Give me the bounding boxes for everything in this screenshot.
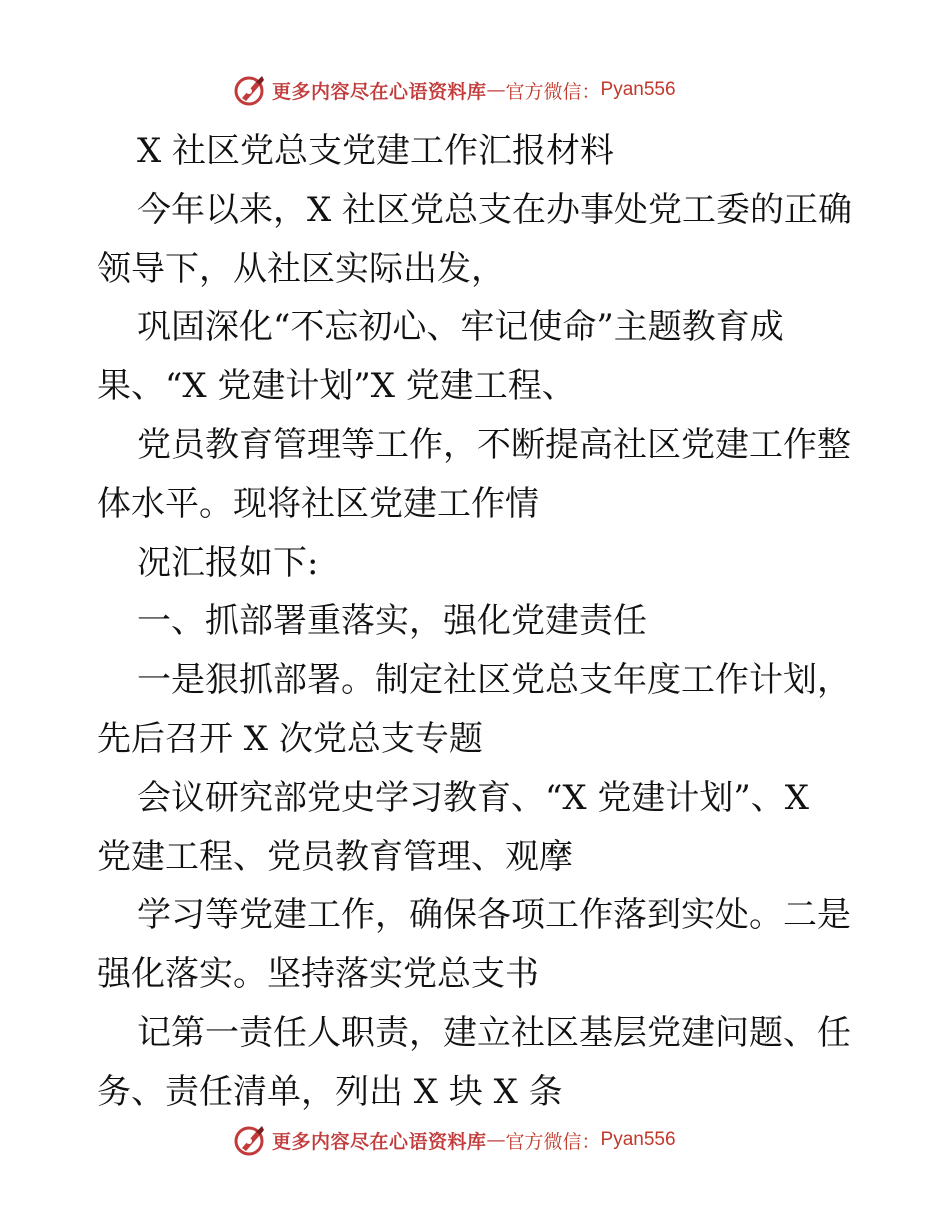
pen-logo-icon (232, 1122, 268, 1158)
banner-official-label: 官方微信： (505, 1130, 601, 1153)
pen-logo-icon (232, 72, 268, 108)
banner-separator: — (486, 1129, 506, 1151)
text-line: 强化落实。坚持落实党总支书 (97, 954, 539, 995)
banner-main-text: 更多内容尽在心语资料库 (272, 80, 487, 103)
text-line: X 社区党总支党建工作汇报材料 (137, 131, 615, 171)
text-line: 会议研究部党史学习教育、“X 党建计划”、X (137, 777, 809, 818)
footer-watermark (232, 1120, 712, 1160)
text-line: 巩固深化“不忘初心、牢记使命”主题教育成 (137, 307, 784, 348)
text-line: 一、抓部署重落实，强化党建责任 (137, 601, 647, 642)
banner-separator: — (486, 79, 506, 101)
banner-official-label: 官方微信： (505, 80, 601, 103)
text-line: 党建工程、党员教育管理、观摩 (97, 836, 573, 877)
text-line: 一是狠抓部署。制定社区党总支年度工作计划， (137, 660, 851, 701)
header-watermark (232, 70, 712, 110)
text-line: 体水平。现将社区党建工作情 (97, 483, 539, 524)
document-body (97, 122, 857, 1122)
text-line: 记第一责任人职责，建立社区基层党建问题、任 (137, 1012, 851, 1053)
text-line: 今年以来，X 社区党总支在办事处党工委的正确 (137, 189, 853, 230)
text-line: 党员教育管理等工作，不断提高社区党建工作整 (137, 424, 851, 465)
text-line: 领导下，从社区实际出发， (97, 248, 505, 289)
text-line: 况汇报如下: (137, 542, 319, 583)
banner-wechat-id: Pyan556 (600, 79, 676, 100)
text-line: 先后召开 X 次党总支专题 (97, 718, 483, 759)
text-line: 务、责任清单，列出 X 块 X 条 (97, 1071, 563, 1112)
banner-wechat-id: Pyan556 (600, 1129, 676, 1150)
banner-main-text: 更多内容尽在心语资料库 (272, 1130, 487, 1153)
text-line: 学习等党建工作，确保各项工作落到实处。二是 (137, 895, 851, 936)
text-line: 果、“X 党建计划”X 党建工程、 (97, 366, 576, 407)
